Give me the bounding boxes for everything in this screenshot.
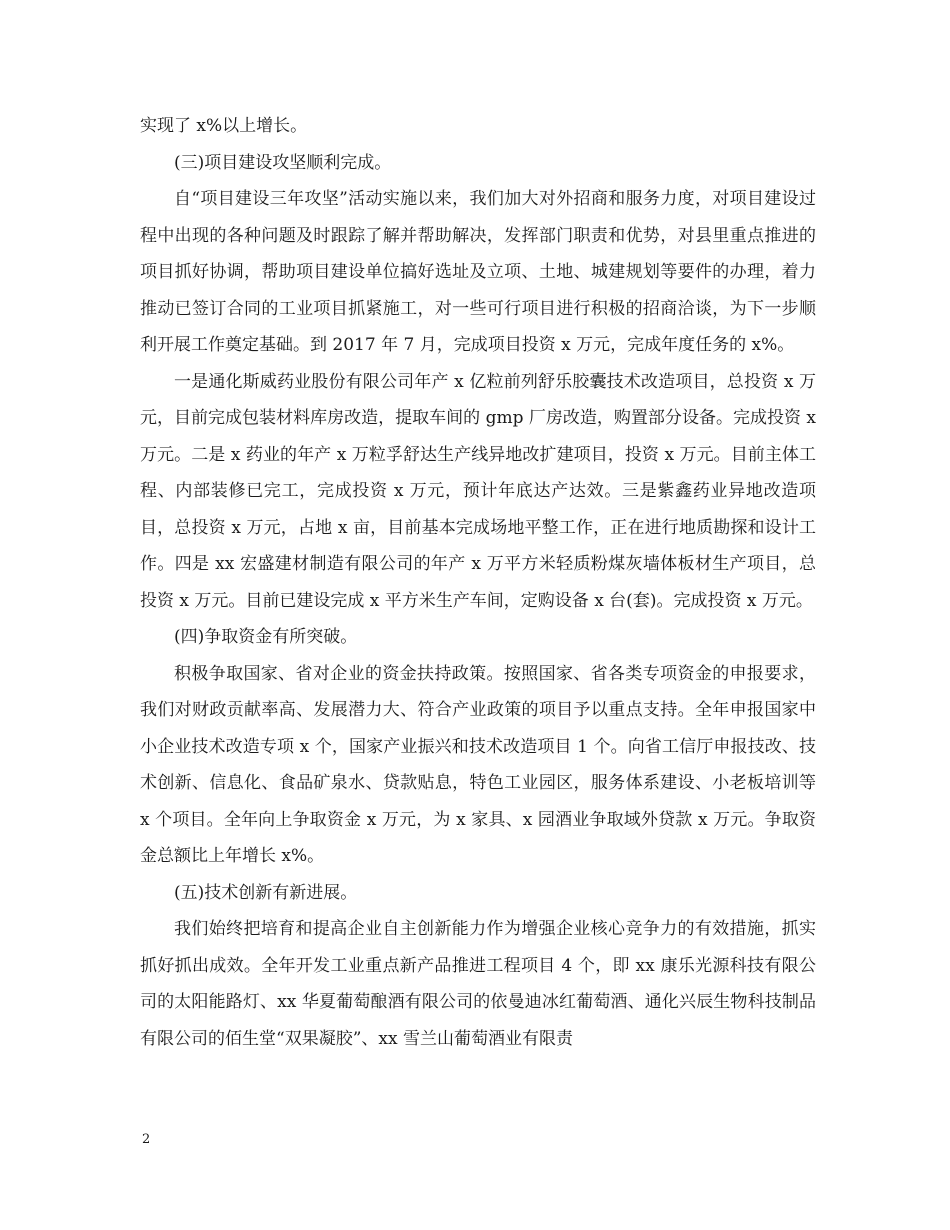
paragraph-project-details: 一是通化斯威药业股份有限公司年产 x 亿粒前列舒乐胶囊技术改造项目，总投资 x 万元，目前完成包装材料库房改造，提取车间的 gmp 厂房改造，购置部分设备。完成投资 x 万元。二是 x 药业的年产 x 万粒孚舒达生产线异地改扩建项目，投资 x 万元。目前主体工程、内部装修已完工，完成投资 x 万元，预计年底达产达效。三是紫鑫药业异地改造项目，总投资 x 万元，占地 x 亩，目前基本完成场地平整工作，正在进行地质勘探和设计工作。四是 xx 宏盛建材制造有限公司的年产 x 万平方米轻质粉煤灰墙体板材生产项目，总投资 x 万元。目前已建设完成 x 平方米生产车间，定购设备 x 台(套)。完成投资 x 万元。	[140, 371, 816, 611]
section-heading-5: (五)技术创新有新进展。	[174, 882, 358, 903]
paragraph-continuation: 实现了 x%以上增长。	[140, 116, 308, 136]
paragraph-funding: 积极争取国家、省对企业的资金扶持政策。按照国家、省各类专项资金的申报要求，我们对财政贡献率高、发展潜力大、符合产业政策的项目予以重点支持。全年申报国家中小企业技术改造专项 x 个，国家产业振兴和技术改造项目 1 个。向省工信厅申报技改、技术创新、信息化、食品矿泉水、贷款贴息，特色工业园区，服务体系建设、小老板培训等 x 个项目。全年向上争取资金 x 万元，为 x 家具、x 园酒业争取域外贷款 x 万元。争取资金总额比上年增长 x%。	[140, 663, 816, 866]
section-heading-4: (四)争取资金有所突破。	[174, 627, 358, 647]
document-body	[140, 108, 816, 1057]
paragraph-project-construction: 自“项目建设三年攻坚”活动实施以来，我们加大对外招商和服务力度，对项目建设过程中出现的各种问题及时跟踪了解并帮助解决，发挥部门职责和优势，对县里重点推进的项目抓好协调，帮助项目建设单位搞好选址及立项、土地、城建规划等要件的办理，着力推动已签订合同的工业项目抓紧施工，对一些可行项目进行积极的招商洽谈，为下一步顺利开展工作奠定基础。到 2017 年 7 月，完成项目投资 x 万元，完成年度任务的 x%。	[140, 189, 816, 355]
paragraph-innovation: 我们始终把培育和提高企业自主创新能力作为增强企业核心竞争力的有效措施，抓实抓好抓出成效。全年开发工业重点新产品推进工程项目 4 个，即 xx 康乐光源科技有限公司的太阳能路灯、xx 华夏葡萄酿酒有限公司的依曼迪冰红葡萄酒、通化兴辰生物科技制品有限公司的佰生堂“双果凝胶”、xx 雪兰山葡萄酒业有限责	[140, 919, 816, 1049]
page-number: 2	[142, 1132, 151, 1147]
section-heading-3: (三)项目建设攻坚顺利完成。	[174, 152, 392, 173]
